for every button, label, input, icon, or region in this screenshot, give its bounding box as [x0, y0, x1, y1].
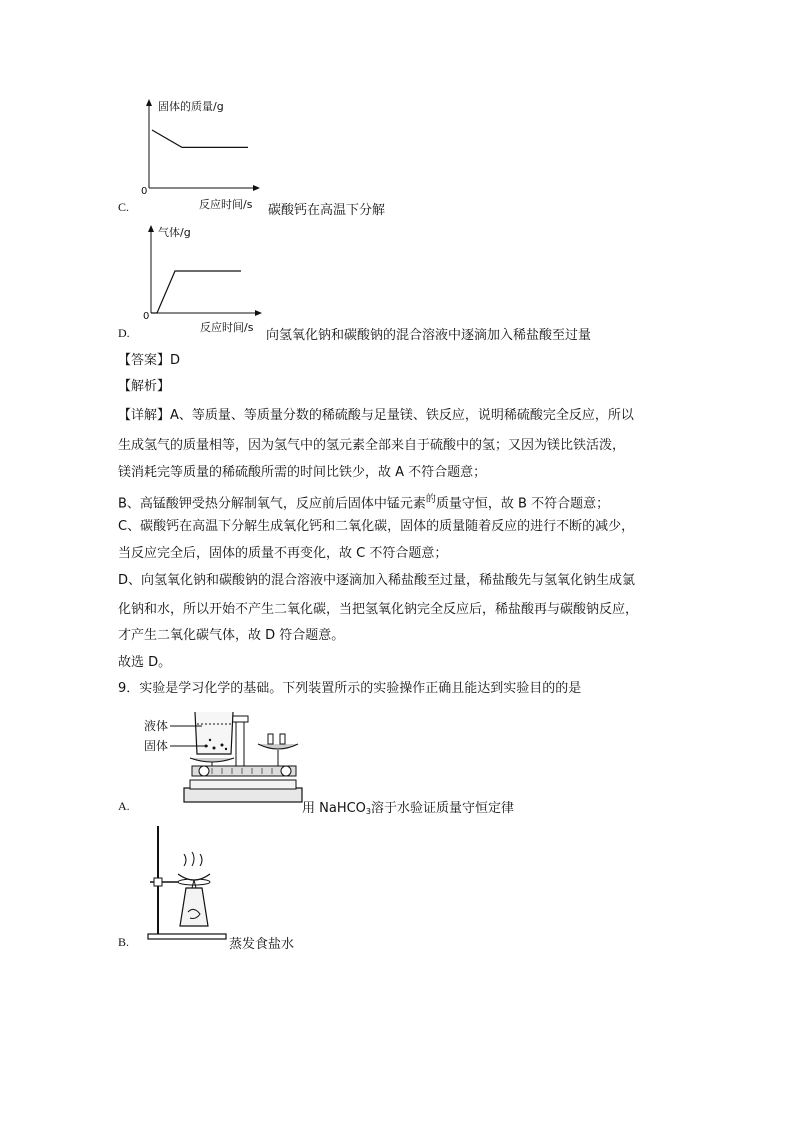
conclusion: 故选 D。: [118, 655, 172, 670]
y-axis-arrow-icon: [146, 99, 152, 106]
analysis-d-line-2: 化钠和水，所以开始不产生二氧化碳，当把氢氧化钠完全反应后，稀盐酸再与碳酸钠反应，: [118, 602, 639, 617]
analysis-a-line-1: 【详解】A、等质量、等质量分数的稀硫酸与足量镁、铁反应，说明稀硫酸完全反应，所以: [118, 408, 634, 423]
x-axis-arrow-icon: [255, 310, 262, 316]
x-axis-arrow-icon: [253, 185, 260, 191]
series-line-gas: [151, 271, 241, 313]
analysis-c-line-2: 当反应完全后，固体的质量不再变化，故 C 不符合题意；: [118, 546, 448, 561]
option-a-text-pre: 用 NaHCO: [302, 801, 366, 816]
option-c-text: 碳酸钙在高温下分解: [268, 203, 386, 218]
x-axis-label: 反应时间/s: [199, 198, 253, 211]
analysis-title: 【解析】: [118, 379, 171, 394]
analysis-b-part-2: 质量守恒，故 B 不符合题意；: [435, 496, 610, 512]
chart-c: [136, 98, 266, 213]
option-a-text: [302, 797, 514, 816]
option-d-text: 向氢氧化钠和碳酸钠的混合溶液中逐滴加入稀盐酸至过量: [266, 328, 592, 343]
question-9: 9．实验是学习化学的基础。下列装置所示的实验操作正确且能达到实验目的的是: [118, 681, 582, 696]
answer: 【答案】D: [118, 353, 181, 368]
analysis-a-line-3: 镁消耗完等质量的稀硫酸所需的时间比铁少，故 A 不符合题意；: [118, 465, 487, 480]
label-liquid: 液体: [144, 719, 169, 733]
figure-b-evaporation: [146, 822, 228, 942]
option-b-text: 蒸发食盐水: [229, 937, 295, 952]
option-a-letter: A.: [118, 799, 130, 813]
option-a-text-sub: 3: [365, 807, 372, 816]
option-c-letter: C.: [118, 200, 130, 214]
analysis-c-line-1: C、碳酸钙在高温下分解生成氧化钙和二氧化碳，固体的质量随着反应的进行不断的减少，: [118, 519, 635, 534]
y-axis-label: 固体的质量/g: [158, 100, 224, 113]
analysis-d-line-1: D、向氢氧化钠和碳酸钠的混合溶液中逐滴加入稀盐酸至过量，稀盐酸先与氢氧化钠生成氯: [118, 573, 636, 588]
analysis-d-line-3: 才产生二氧化碳气体，故 D 符合题意。: [118, 628, 345, 643]
analysis-b-sup: 的: [425, 494, 436, 505]
analysis-b: [118, 490, 609, 511]
figure-a-balance: [140, 710, 305, 806]
y-axis-label: 气体/g: [158, 226, 191, 239]
option-b-letter: B.: [118, 935, 130, 949]
origin-label: 0: [143, 311, 150, 322]
y-axis-arrow-icon: [148, 225, 154, 232]
option-a-text-post: 溶于水验证质量守恒定律: [371, 801, 515, 816]
analysis-b-part-1: B、高锰酸钾受热分解制氧气，反应前后固体中锰元素: [118, 496, 426, 512]
series-line-solid-mass: [152, 130, 248, 147]
label-solid: 固体: [144, 739, 169, 753]
option-d-letter: D.: [118, 326, 130, 340]
chart-d: [138, 224, 268, 336]
x-axis-label: 反应时间/s: [200, 321, 254, 334]
origin-label: 0: [141, 186, 148, 197]
analysis-a-line-2: 生成氢气的质量相等，因为氢气中的氢元素全部来自于硫酸中的氢；又因为镁比铁活泼，: [118, 438, 626, 453]
